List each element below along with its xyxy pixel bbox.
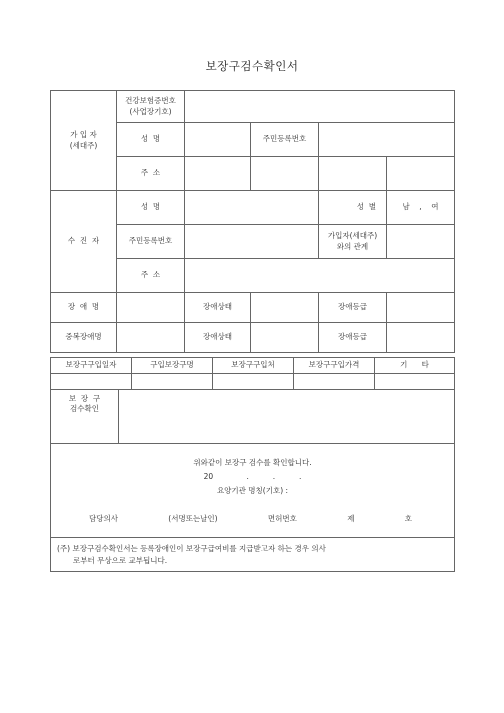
disability-status-field[interactable] bbox=[251, 293, 319, 323]
confirm-date[interactable]: 20 . . . bbox=[203, 472, 302, 482]
purchase-item-header: 구입보장구명 bbox=[132, 358, 213, 374]
recipient-name-label: 성 명 bbox=[117, 191, 185, 225]
inspection-field[interactable] bbox=[119, 390, 455, 444]
signature-row bbox=[51, 514, 454, 524]
purchase-price-header: 보장구구입가격 bbox=[294, 358, 375, 374]
footnote bbox=[51, 538, 455, 572]
recipient-address-label: 주 소 bbox=[117, 259, 185, 293]
disability-grade-field[interactable] bbox=[387, 293, 455, 323]
purchase-place-header: 보장구구입처 bbox=[213, 358, 294, 374]
inspection-table bbox=[50, 389, 455, 572]
document-title: 보장구검수확인서 bbox=[205, 59, 299, 73]
footnote-line-1: (주) 보장구검수확인서는 등록장애인이 보장구급여비를 지급받고자 하는 경우 의사 bbox=[57, 543, 326, 553]
confirm-statement: 위와같이 보장구 검수를 확인합니다. bbox=[193, 458, 312, 467]
confirmation-block bbox=[51, 444, 455, 538]
purchase-place-field[interactable] bbox=[213, 374, 294, 390]
disability-name-label: 장 애 명 bbox=[51, 293, 117, 323]
subscriber-name-field[interactable] bbox=[185, 123, 251, 157]
recipient-rrn-field[interactable] bbox=[185, 225, 319, 259]
subscriber-address-field-1[interactable] bbox=[185, 157, 251, 191]
purchase-date-header: 보장구구입일자 bbox=[51, 358, 132, 374]
institution-label: 요양기관 명칭(기호) : bbox=[216, 486, 289, 496]
subscriber-address-label: 주 소 bbox=[117, 157, 185, 191]
multiple-grade-field[interactable] bbox=[387, 323, 455, 353]
doctor-label: 담당의사 bbox=[89, 514, 118, 524]
purchase-table bbox=[50, 357, 455, 390]
insurance-number-field[interactable] bbox=[185, 91, 455, 123]
recipient-relation-label: 가입자(세대주) 와의 관계 bbox=[319, 225, 387, 259]
recipient-address-field[interactable] bbox=[185, 259, 455, 293]
recipient-rrn-label: 주민등록번호 bbox=[117, 225, 185, 259]
recipient-relation-field[interactable] bbox=[387, 225, 455, 259]
subscriber-rrn-label: 주민등록번호 bbox=[251, 123, 319, 157]
recipient-sex-options[interactable]: 남 , 여 bbox=[387, 191, 455, 225]
license-label: 면허번호 bbox=[267, 514, 297, 524]
inspection-form-table bbox=[50, 90, 455, 353]
subscriber-name-label: 성 명 bbox=[117, 123, 185, 157]
purchase-price-field[interactable] bbox=[294, 374, 375, 390]
inspection-label: 보 장 구 검수확인 bbox=[51, 390, 119, 444]
recipient-label: 수 진 자 bbox=[51, 191, 117, 293]
multiple-disability-field[interactable] bbox=[117, 323, 185, 353]
purchase-item-field[interactable] bbox=[132, 374, 213, 390]
subscriber-address-field-2[interactable] bbox=[251, 157, 319, 191]
sign-label[interactable]: (서명또는날인) bbox=[168, 514, 218, 524]
multiple-grade-label: 장애등급 bbox=[319, 323, 387, 353]
license-ho: 호 bbox=[404, 514, 412, 524]
disability-status-label: 장애상태 bbox=[185, 293, 251, 323]
recipient-name-field[interactable] bbox=[185, 191, 319, 225]
footnote-line-2: 로부터 무상으로 교부됩니다. bbox=[73, 555, 168, 565]
insurance-number-label: 건강보험증번호 (사업장기호) bbox=[117, 91, 185, 123]
purchase-other-header: 기 타 bbox=[375, 358, 455, 374]
subscriber-label: 가 입 자 (세대주) bbox=[51, 91, 117, 191]
purchase-other-field[interactable] bbox=[375, 374, 455, 390]
subscriber-address-field-3[interactable] bbox=[319, 157, 387, 191]
multiple-status-field[interactable] bbox=[251, 323, 319, 353]
multiple-disability-label: 중복장애명 bbox=[51, 323, 117, 353]
disability-grade-label: 장애등급 bbox=[319, 293, 387, 323]
multiple-status-label: 장애상태 bbox=[185, 323, 251, 353]
purchase-date-field[interactable] bbox=[51, 374, 132, 390]
license-je: 제 bbox=[347, 514, 355, 524]
recipient-sex-label: 성 별 bbox=[319, 191, 387, 225]
disability-name-field[interactable] bbox=[117, 293, 185, 323]
subscriber-address-field-4[interactable] bbox=[387, 157, 455, 191]
subscriber-rrn-field[interactable] bbox=[319, 123, 455, 157]
